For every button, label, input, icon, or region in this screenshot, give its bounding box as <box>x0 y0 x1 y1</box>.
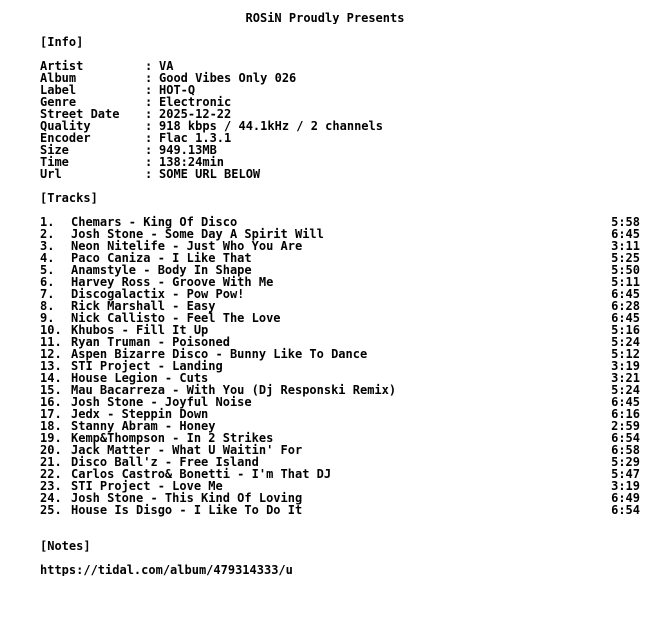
track-number: 8. <box>40 299 55 313</box>
info-key: Encoder <box>40 131 91 145</box>
track-duration: 5:24 <box>611 383 640 397</box>
track-duration: 6:58 <box>611 443 640 457</box>
track-title: Anamstyle - Body In Shape <box>71 263 252 277</box>
info-heading: [Info] <box>40 36 84 48</box>
track-duration: 6:49 <box>611 491 640 505</box>
track-list <box>40 216 640 516</box>
track-duration: 5:29 <box>611 455 640 469</box>
track-duration: 3:19 <box>611 359 640 373</box>
track-title: House Legion - Cuts <box>71 371 209 385</box>
track-number: 3. <box>40 239 55 253</box>
track-title: STI Project - Landing <box>71 359 223 373</box>
track-number: 24. <box>40 491 62 505</box>
info-list <box>40 60 640 180</box>
track-title: Stanny Abram - Honey <box>71 419 216 433</box>
info-value: Good Vibes Only 026 <box>159 71 297 85</box>
info-value: Electronic <box>159 95 232 109</box>
info-value: 918 kbps / 44.1kHz / 2 channels <box>159 119 383 133</box>
track-title: Ryan Truman - Poisoned <box>71 335 230 349</box>
track-number: 15. <box>40 383 62 397</box>
info-key: Street Date <box>40 107 120 121</box>
info-value: Flac 1.3.1 <box>159 131 232 145</box>
track-title: Aspen Bizarre Disco - Bunny Like To Dance <box>71 347 368 361</box>
info-separator: : <box>145 107 153 121</box>
info-separator: : <box>145 143 153 157</box>
info-row <box>40 60 640 72</box>
track-title: Khubos - Fill It Up <box>71 323 209 337</box>
track-title: STI Project - Love Me <box>71 479 223 493</box>
track-number: 4. <box>40 251 55 265</box>
track-duration: 6:45 <box>611 287 640 301</box>
track-title: Kemp&Thompson - In 2 Strikes <box>71 431 274 445</box>
track-number: 23. <box>40 479 62 493</box>
blank-line <box>40 552 640 564</box>
track-title: Chemars - King Of Disco <box>71 215 238 229</box>
track-number: 9. <box>40 311 55 325</box>
track-title: Jack Matter - What U Waitin' For <box>71 443 303 457</box>
track-duration: 6:45 <box>611 227 640 241</box>
nfo-document <box>40 12 640 576</box>
track-duration: 5:11 <box>611 275 640 289</box>
track-title: Harvey Ross - Groove With Me <box>71 275 274 289</box>
track-title: Neon Nitelife - Just Who You Are <box>71 239 303 253</box>
track-number: 11. <box>40 335 62 349</box>
info-value: 2025-12-22 <box>159 107 232 121</box>
info-key: Url <box>40 167 62 181</box>
blank-line <box>40 180 640 192</box>
track-duration: 3:21 <box>611 371 640 385</box>
track-duration: 5:58 <box>611 215 640 229</box>
track-duration: 5:24 <box>611 335 640 349</box>
track-number: 19. <box>40 431 62 445</box>
info-row <box>40 144 640 156</box>
track-number: 21. <box>40 455 62 469</box>
info-separator: : <box>145 155 153 169</box>
track-duration: 5:25 <box>611 251 640 265</box>
info-value: 949.13MB <box>159 143 217 157</box>
blank-line <box>40 48 640 60</box>
track-title: Josh Stone - Joyful Noise <box>71 395 252 409</box>
blank-line <box>40 528 640 540</box>
track-title: Mau Bacarreza - With You (Dj Responski Remix) <box>71 383 397 397</box>
track-number: 22. <box>40 467 62 481</box>
track-title: Discogalactix - Pow Pow! <box>71 287 245 301</box>
track-duration: 6:54 <box>611 503 640 517</box>
info-separator: : <box>145 119 153 133</box>
track-number: 18. <box>40 419 62 433</box>
track-duration: 6:28 <box>611 299 640 313</box>
track-number: 5. <box>40 263 55 277</box>
info-row <box>40 132 640 144</box>
track-duration: 5:12 <box>611 347 640 361</box>
blank-line <box>40 516 640 528</box>
track-title: Paco Caniza - I Like That <box>71 251 252 265</box>
info-row <box>40 168 640 180</box>
blank-line <box>40 24 640 36</box>
track-number: 1. <box>40 215 55 229</box>
info-value: HOT-Q <box>159 83 196 97</box>
info-key: Time <box>40 155 69 169</box>
info-key: Quality <box>40 119 91 133</box>
info-key: Label <box>40 83 77 97</box>
release-header: ROSiN Proudly Presents <box>245 12 405 24</box>
track-duration: 6:16 <box>611 407 640 421</box>
info-row <box>40 96 640 108</box>
info-value: SOME URL BELOW <box>159 167 261 181</box>
track-duration: 3:19 <box>611 479 640 493</box>
info-separator: : <box>145 95 153 109</box>
track-number: 12. <box>40 347 62 361</box>
track-number: 13. <box>40 359 62 373</box>
track-title: Nick Callisto - Feel The Love <box>71 311 281 325</box>
info-key: Size <box>40 143 69 157</box>
info-row <box>40 84 640 96</box>
info-key: Album <box>40 71 77 85</box>
info-value: 138:24min <box>159 155 225 169</box>
track-title: House Is Disgo - I Like To Do It <box>71 503 303 517</box>
info-key: Genre <box>40 95 77 109</box>
track-number: 17. <box>40 407 62 421</box>
track-number: 16. <box>40 395 62 409</box>
track-title: Rick Marshall - Easy <box>71 299 216 313</box>
info-row <box>40 156 640 168</box>
notes-url: https://tidal.com/album/479314333/u <box>40 564 293 576</box>
info-key: Artist <box>40 59 84 73</box>
track-duration: 2:59 <box>611 419 640 433</box>
info-separator: : <box>145 71 153 85</box>
track-number: 2. <box>40 227 55 241</box>
tracks-heading: [Tracks] <box>40 192 98 204</box>
track-title: Jedx - Steppin Down <box>71 407 209 421</box>
info-separator: : <box>145 83 153 97</box>
track-duration: 6:45 <box>611 395 640 409</box>
track-number: 25. <box>40 503 62 517</box>
info-row <box>40 120 640 132</box>
info-separator: : <box>145 59 153 73</box>
info-row <box>40 72 640 84</box>
track-number: 10. <box>40 323 62 337</box>
track-title: Disco Ball'z - Free Island <box>71 455 259 469</box>
track-number: 14. <box>40 371 62 385</box>
notes-heading: [Notes] <box>40 540 91 552</box>
info-separator: : <box>145 131 153 145</box>
track-duration: 6:45 <box>611 311 640 325</box>
track-duration: 5:47 <box>611 467 640 481</box>
track-duration: 6:54 <box>611 431 640 445</box>
track-title: Josh Stone - This Kind Of Loving <box>71 491 303 505</box>
info-value: VA <box>159 59 174 73</box>
track-title: Carlos Castro& Bonetti - I'm That DJ <box>71 467 332 481</box>
track-title: Josh Stone - Some Day A Spirit Will <box>71 227 324 241</box>
track-number: 6. <box>40 275 55 289</box>
track-number: 7. <box>40 287 55 301</box>
info-separator: : <box>145 167 153 181</box>
track-row <box>40 504 640 516</box>
track-number: 20. <box>40 443 62 457</box>
track-duration: 5:50 <box>611 263 640 277</box>
track-duration: 3:11 <box>611 239 640 253</box>
track-duration: 5:16 <box>611 323 640 337</box>
